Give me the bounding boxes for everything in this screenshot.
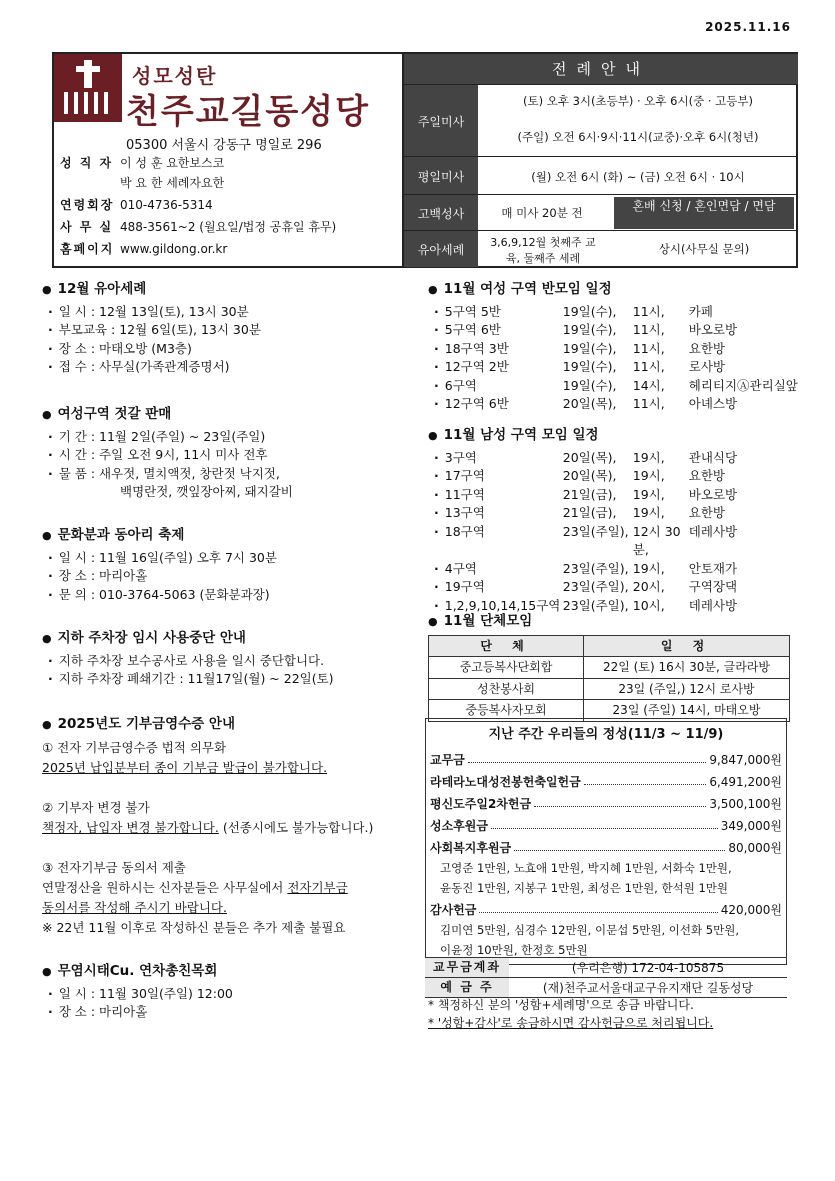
bulletin-header bbox=[52, 52, 798, 268]
homepage-link[interactable]: www.gildong.or.kr bbox=[120, 242, 228, 256]
info-row: 박 요 한 세례자요한 bbox=[120, 176, 225, 190]
list-item: · 12구역 2반 19일(수), 11시, 로사방 bbox=[428, 358, 798, 377]
group-meeting-section: ● 11월 단체모임 단 체 일 정 중고등복사단회합 22일 (토) 16시 30분, 글라라방 성찬봉사회 23일 (주일,) 12시 로사방 중등복사자모회 23일 (주일) 14시, 마태오방 bbox=[428, 612, 798, 722]
list-item: · 17구역 20일(목), 19시, 요한방 bbox=[428, 467, 798, 486]
account-number: (우리은행) 172-04-105875 bbox=[571, 961, 725, 975]
offering-title: 지난 주간 우리들의 정성(11/3 ~ 11/9) bbox=[488, 727, 724, 742]
schedule-title: 전례안내 bbox=[404, 54, 798, 84]
offering-row: 교무금 9,847,000원 bbox=[430, 752, 782, 767]
infant-baptism-section: ● 12월 유아세례 · 일 시 : 12월 13일(토), 13시 30분 · 부모교육 : 12월 6일(토), 13시 30분 · 장 소 : 마태오방 (M3층) · 접 수 : 사무실(가족관계증명서) bbox=[42, 280, 412, 377]
parking-notice-section: ● 지하 주차장 임시 사용중단 안내 · 지하 주차장 보수공사로 사용을 일시 중단합니다. · 지하 주차장 폐쇄기간 : 11월17일(월) ~ 22일(토) bbox=[42, 629, 412, 689]
info-row: 사 무 실 488-3561~2 (월요일/법정 공휴일 휴무) bbox=[60, 220, 337, 234]
bulletin-date: 2025.11.16 bbox=[705, 20, 791, 34]
list-item: · 11구역 21일(금), 19시, 바오로방 bbox=[428, 486, 798, 505]
offering-row: 성소후원금 349,000원 bbox=[430, 818, 782, 833]
welfare-donors: 고영준 1만원, 노효애 1만원, 박지혜 1만원, 서화숙 1만원, 윤동진 1만원, 지봉구 1만원, 최성은 1만원, 한석원 1만원 bbox=[440, 861, 732, 895]
offering-row: 라테라노대성전봉헌축일헌금 6,491,200원 bbox=[430, 774, 782, 789]
baptism-row: 유아세례 3,6,9,12월 첫째주 교육, 둘째주 세례 상시(사무실 문의) bbox=[404, 230, 798, 267]
offering-row: 감사헌금 420,000원 bbox=[430, 902, 782, 917]
liturgy-schedule bbox=[402, 54, 798, 266]
info-row: 홈페이지 www.gildong.or.kr bbox=[60, 242, 228, 256]
church-address: 05300 서울시 강동구 명일로 296 bbox=[126, 138, 322, 153]
donation-receipt-section: ● 2025년도 기부금영수증 안내 ① 전자 기부금영수증 법적 의무화 2025년 납입분부터 종이 기부금 발급이 불가합니다. ② 기부자 변경 불가 책정자, 납입자 변경 불가합니다. (선종시에도 불가능합니다.) ③ 전자기부금 동의서 제출 연말정산을 원하시는 신자분들은 사무실에서 전자기부금 동의서를 작성해 주시기 바랍니다. ※ 22년 11월 이후로 작성하신 분들은 추가 제출 불필요 bbox=[42, 714, 412, 938]
info-row: 성 직 자 이 성 훈 요한보스코 bbox=[60, 156, 225, 170]
women-meeting-section: ● 11월 여성 구역 반모임 일정 · 5구역 5반 19일(수), 11시, 카페 · 5구역 6반 19일(수), 11시, 바오로방 · 18구역 3반 19일(수), 11시, 요한방 · 12구역 2반 19일(수), 11시, 로사방 · 6구역 19일(수), 14시, 헤리티지Ⓐ관리실앞 · 12구역 6반 20일(목), 11시, 아녜스방 bbox=[428, 280, 798, 414]
list-item: · 13구역 21일(금), 19시, 요한방 bbox=[428, 504, 798, 523]
men-meeting-section: ● 11월 남성 구역 모임 일정 · 3구역 20일(목), 19시, 관내식당 · 17구역 20일(목), 19시, 요한방 · 11구역 21일(금), 19시, 바오로방 · 13구역 21일(금), 19시, 요한방 · 18구역 23일(주일), 12시 30분, 데레사방 · 4구역 23일(주일), 19시, 안토재가 · 19구역 23일(주일), 20시, 구역장댁 · 1,2,9,10,14,15구역 23일(주일), 10시, 데레사방 bbox=[428, 426, 798, 615]
salted-seafood-section: ● 여성구역 젓갈 판매 · 기 간 : 11월 2일(주일) ~ 23일(주일) · 시 간 : 주일 오전 9시, 11시 미사 전후 · 물 품 : 새우젓, 멸치액젓, 창란젓 낙지젓, 백명란젓, 깻잎장아찌, 돼지갈비 bbox=[42, 405, 412, 502]
confession-row: 고백성사 매 미사 20분 전 혼배 신청 / 혼인면담 / 면담 bbox=[404, 194, 798, 231]
list-item: · 19구역 23일(주일), 20시, 구역장댁 bbox=[428, 578, 798, 597]
thanks-donors: 김미연 5만원, 심경수 12만원, 이문섭 5만원, 이선화 5만원, 이윤정 10만원, 한정호 5만원 bbox=[440, 923, 739, 957]
account-info: 교무금계좌 (우리은행) 172-04-105875 예 금 주 (재)천주교서울대교구유지재단 길동성당 bbox=[425, 957, 787, 998]
list-item: · 18구역 23일(주일), 12시 30분, 데레사방 bbox=[428, 523, 798, 560]
table-row: 중고등복사단회합 22일 (토) 16시 30분, 글라라방 bbox=[429, 657, 790, 679]
sunday-mass-row: 주일미사 (토) 오후 3시(초등부) · 오후 6시(중 · 고등부) (주일) 오전 6시·9시·11시(교중)·오후 6시(청년) bbox=[404, 84, 798, 157]
offering-row: 평신도주일2차헌금 3,500,100원 bbox=[430, 796, 782, 811]
church-logo bbox=[54, 54, 122, 122]
account-notes: * 책정하신 분의 '성함+세례명'으로 송금 바랍니다. * '성함+감사'로 송금하시면 감사헌금으로 처리됩니다. bbox=[428, 998, 714, 1030]
weekday-mass-row: 평일미사 (월) 오전 6시 (화) ~ (금) 오전 6시 · 10시 bbox=[404, 156, 798, 195]
offering-box bbox=[425, 718, 787, 965]
church-name: 천주교길동성당 bbox=[126, 92, 370, 132]
table-row: 성찬봉사회 23일 (주일,) 12시 로사방 bbox=[429, 678, 790, 700]
church-name-top: 성모성탄 bbox=[132, 64, 218, 88]
offering-row: 사회복지후원금 80,000원 bbox=[430, 840, 782, 855]
group-meeting-table: 단 체 일 정 중고등복사단회합 22일 (토) 16시 30분, 글라라방 성찬봉사회 23일 (주일,) 12시 로사방 중등복사자모회 23일 (주일) 14시, 마태오방 bbox=[428, 635, 790, 722]
list-item: · 12구역 6반 20일(목), 11시, 아녜스방 bbox=[428, 395, 798, 414]
anniversary-meeting-section: ● 무염시태Cu. 연차총친목회 · 일 시 : 11월 30일(주일) 12:00 · 장 소 : 마리아홀 bbox=[42, 962, 412, 1022]
list-item: · 5구역 6반 19일(수), 11시, 바오로방 bbox=[428, 321, 798, 340]
list-item: · 1,2,9,10,14,15구역 23일(주일), 10시, 데레사방 bbox=[428, 597, 798, 616]
list-item: · 6구역 19일(수), 14시, 헤리티지Ⓐ관리실앞 bbox=[428, 377, 798, 396]
info-row: 연령회장 010-4736-5314 bbox=[60, 198, 213, 212]
table-row: 중등복사자모회 23일 (주일) 14시, 마태오방 bbox=[429, 700, 790, 722]
list-item: · 5구역 5반 19일(수), 11시, 카페 bbox=[428, 303, 798, 322]
list-item: · 18구역 3반 19일(수), 11시, 요한방 bbox=[428, 340, 798, 359]
list-item: · 3구역 20일(목), 19시, 관내식당 bbox=[428, 449, 798, 468]
culture-festival-section: ● 문화분과 동아리 축제 · 일 시 : 11월 16일(주일) 오후 7시 30분 · 장 소 : 마리아홀 · 문 의 : 010-3764-5063 (문화분과장) bbox=[42, 526, 412, 604]
list-item: · 4구역 23일(주일), 19시, 안토재가 bbox=[428, 560, 798, 579]
